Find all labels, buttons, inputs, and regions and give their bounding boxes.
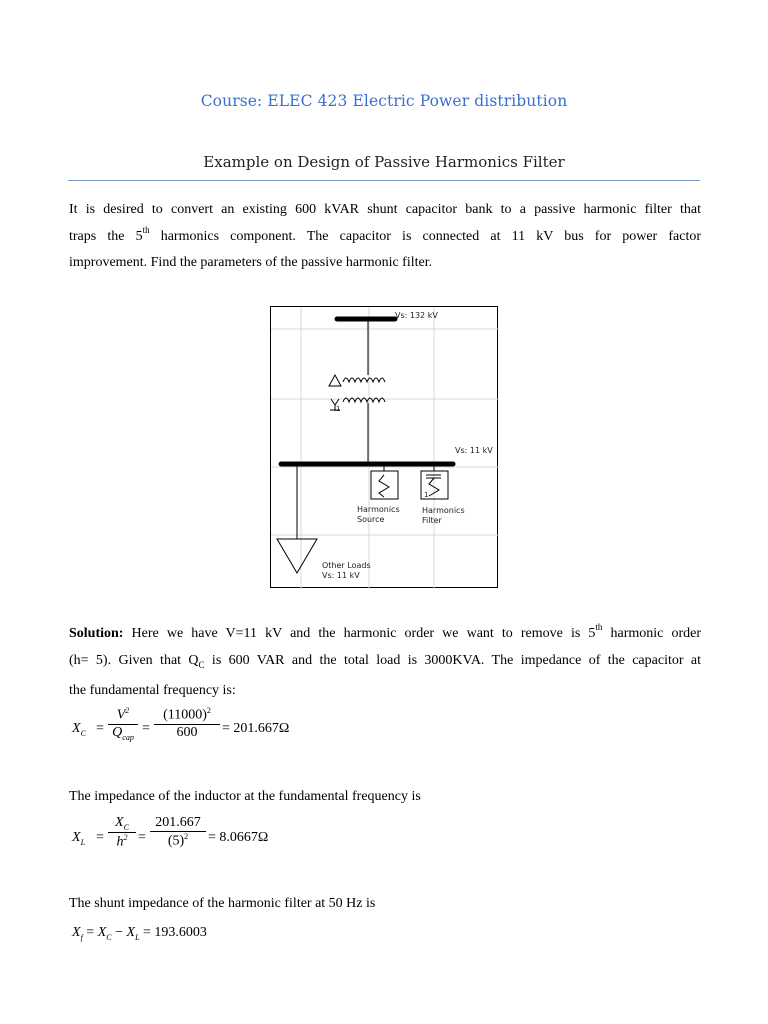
example-title: Example on Design of Passive Harmonics Filter	[203, 153, 565, 171]
title-divider	[68, 180, 700, 181]
other-loads-label-2: Vs: 11 kV	[322, 571, 360, 580]
solution-label: Solution:	[69, 626, 124, 641]
other-loads-label	[322, 561, 371, 581]
problem-line-1: It is desired to convert an existing 600 kVAR shunt capacitor bank to a passive harmonic filter that	[69, 202, 701, 217]
xc-fraction-2: $(11000)^2$ 600	[154, 706, 220, 741]
filter-tag: 1	[424, 491, 429, 499]
harmonics-source-label-2: Source	[357, 515, 385, 524]
xc-eq-1: =	[96, 721, 104, 736]
xl-eq-1: =	[96, 830, 104, 845]
xl-eq-2: =	[138, 830, 146, 845]
equation-xl	[72, 815, 332, 865]
problem-line-2	[69, 224, 701, 251]
delta-winding-icon	[329, 375, 341, 386]
solution-paragraph	[69, 621, 701, 704]
xl-fraction-1: $X_C$ $h^2$	[108, 815, 136, 850]
xf-eq: =	[86, 925, 95, 940]
xc-fraction-1: $V^2$ $Q_{cap}$	[108, 706, 138, 741]
harmonics-filter-label-1: Harmonics	[422, 506, 465, 515]
xf-minus: −	[115, 925, 124, 940]
bus-132kv-label: Vs: 132 kV	[395, 311, 438, 320]
system-diagram	[270, 306, 498, 588]
harmonics-source-label-1: Harmonics	[357, 505, 400, 514]
xc-lhs: $X_C$	[72, 721, 86, 738]
harmonics-filter-label	[422, 506, 465, 526]
problem-line-2-b: harmonics component. The capacitor is connected at 11 kV bus for power factor	[149, 228, 701, 244]
xl-fraction-2: 201.667 $(5)^2$	[150, 815, 206, 850]
harmonics-source-symbol	[379, 475, 389, 497]
problem-line-2-a: traps the 5	[69, 228, 143, 244]
solution-line-1-b: harmonic order	[602, 626, 701, 641]
problem-line-3: improvement. Find the parameters of the passive harmonic filter.	[69, 255, 433, 270]
transformer-tag: 1	[336, 405, 341, 413]
solution-line-2-sub: C	[198, 659, 205, 670]
xl-intro: The impedance of the inductor at the fundamental frequency is	[69, 789, 421, 804]
bus-11kv-label: Vs: 11 kV	[455, 446, 493, 455]
xc-eq-2: =	[142, 721, 150, 736]
course-title: Course: ELEC 423 Electric Power distribution	[200, 92, 568, 110]
xf-lhs: $X_f$	[72, 925, 83, 942]
xl-lhs: $X_L$	[72, 830, 86, 847]
xf-term-2: $X_L$	[126, 925, 140, 942]
solution-line-2	[69, 648, 701, 678]
equation-xc	[72, 706, 332, 756]
primary-coil	[343, 378, 385, 382]
problem-statement	[69, 197, 701, 277]
other-loads-icon	[277, 539, 317, 573]
solution-line-2-b: is 600 VAR and the total load is 3000KVA. The impedance of the capacitor at	[204, 652, 701, 668]
other-loads-label-1: Other Loads	[322, 561, 371, 570]
solution-line-1	[69, 621, 701, 648]
harmonics-source-label	[357, 505, 400, 525]
xf-intro: The shunt impedance of the harmonic filter at 50 Hz is	[69, 896, 376, 911]
harmonics-filter-label-2: Filter	[422, 516, 442, 525]
solution-line-1-sup: th	[595, 622, 603, 633]
problem-line-2-sup: th	[142, 224, 150, 235]
harmonics-source-icon	[371, 471, 398, 499]
solution-line-2-a: (h= 5). Given that Q	[69, 652, 199, 668]
xc-result: = 201.667Ω	[222, 721, 290, 736]
solution-line-1-a: Here we have V=11 kV and the harmonic order we want to remove is 5	[123, 626, 596, 641]
xf-term-1: $X_C$	[97, 925, 112, 942]
xl-result: = 8.0667Ω	[208, 830, 269, 845]
equation-xf	[72, 925, 332, 947]
solution-line-3: the fundamental frequency is:	[69, 682, 236, 698]
xf-result: = 193.6003	[143, 925, 207, 940]
